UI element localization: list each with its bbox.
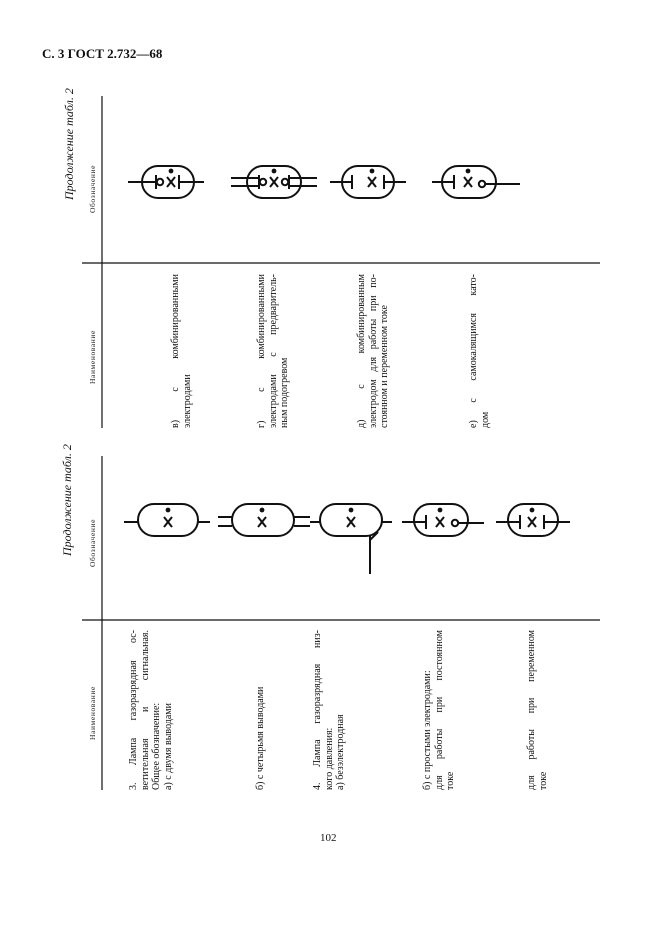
lamp-symbol-electrodeless [308, 498, 398, 578]
upper-row-v-name: в) с комбинированными электродами [170, 274, 193, 428]
lamp-symbol-simple-electrodes-ac [494, 498, 574, 544]
upper-row-g-name: г) с комбинированными электродами с предваритель- ным подогревом [256, 274, 290, 428]
lamp-symbol-combined-electrodes [126, 160, 206, 206]
upper-row-e-name: е) с самокалящимся като- дом [468, 274, 491, 428]
page-header: С. 3 ГОСТ 2.732—68 [42, 46, 163, 61]
upper-continuation-label: Продолжение табл. 2 [62, 88, 76, 200]
lamp-symbol-combined-electrodes-preheat [229, 160, 319, 206]
lower-col-symbol-header: Обозначение [88, 518, 97, 567]
lamp-symbol-simple-electrodes-dc [400, 498, 486, 544]
lower-col-name-header: Наименование [88, 686, 97, 740]
lower-row-3b-name: б) с четырьмя выводами [255, 686, 266, 790]
upper-col-name-header: Наименование [88, 330, 97, 384]
page-number: 102 [320, 832, 337, 844]
lamp-symbol-combined-electrode-ac-dc [328, 160, 408, 206]
lamp-symbol-self-heating-cathode [430, 160, 522, 206]
lamp-symbol-two-terminals [122, 498, 212, 544]
lamp-symbol-four-terminals [216, 498, 312, 544]
lower-row-3-name: 3. Лампа газоразрядная ос- ветительная и сигнальная. Общее обозначение: а) с двумя выводами [128, 630, 174, 790]
lower-row-4-name: 4. Лампа газоразрядная низ- кого давления: а) безэлектродная [312, 630, 346, 790]
lower-row-4b-name: б) с простыми электродами: для работы при постоянном токе [422, 630, 456, 790]
upper-row-d-name: д) с комбинированным электродом для работы при по- стоянном и переменном токе [356, 274, 390, 428]
lower-row-4b-ac-name: для работы при переменном токе [526, 630, 549, 790]
lower-continuation-label: Продолжение табл. 2 [60, 444, 74, 556]
upper-col-symbol-header: Обозначение [88, 164, 97, 213]
